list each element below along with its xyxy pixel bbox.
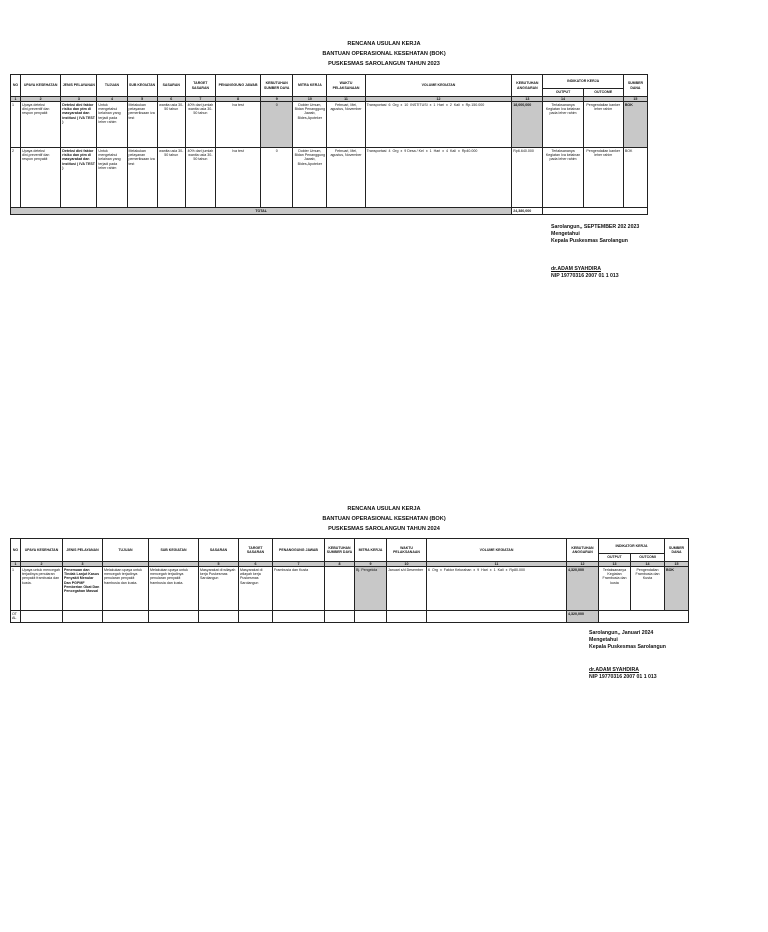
vol-item: 4 bbox=[446, 148, 449, 153]
doc2-colnum: 13 bbox=[599, 562, 631, 567]
doc2-colnum: 1 bbox=[11, 562, 21, 567]
table-row bbox=[11, 567, 689, 611]
vol-item: 6 bbox=[428, 567, 430, 572]
vol-item: Org bbox=[392, 102, 399, 107]
row-waktu: Januari s/d Desember bbox=[387, 567, 427, 611]
row-upaya: Upaya deteksi dini,preventif dan respon penyakit bbox=[21, 148, 61, 208]
doc2-header-tujuan: TUJUAN bbox=[103, 539, 149, 562]
vol-item: 1 bbox=[429, 148, 432, 153]
doc2-header-anggaran: KEBUTUHAN ANGGARAN bbox=[567, 539, 599, 562]
doc1-total-empty bbox=[543, 208, 648, 214]
doc2-place-date: Sarolangun,, Januari 2024 bbox=[589, 630, 654, 636]
row-no: 1 bbox=[11, 567, 21, 611]
doc2-signer-name: dr.ADAM SYAHDIRA bbox=[589, 667, 639, 673]
vol-item: Rp.150.000 bbox=[465, 102, 485, 107]
doc2-total-empty bbox=[599, 611, 689, 623]
row-outcome: Pengendalian kanker leher rahim bbox=[583, 102, 623, 148]
doc1-mengetahui: Mengetahui bbox=[551, 231, 580, 237]
row-tujuan: Untuk mengetahui kelainan yang terjadi pada leher rahim bbox=[97, 148, 127, 208]
doc2-header-waktu: WAKTU PELAKSANAAN bbox=[387, 539, 427, 562]
doc2-header-volume: VOLUME KEGIATAN bbox=[427, 539, 567, 562]
row-volume bbox=[365, 148, 512, 208]
row-output: Terlaksananya Kegiatan Iva kelainan pada leher rahim bbox=[543, 148, 583, 208]
doc1-colnum: 8 bbox=[215, 97, 260, 102]
doc1-header-tujuan: TUJUAN bbox=[97, 75, 127, 97]
doc2-header-indikator: INDIKATOR KERJA bbox=[599, 539, 665, 554]
row-no: 2 bbox=[11, 148, 21, 208]
doc2-header-sasaran: SASARAN bbox=[199, 539, 239, 562]
row-outcome: Pengendalian kanker leher rahim bbox=[583, 148, 623, 208]
doc1-colnum: 11 bbox=[327, 97, 365, 102]
vol-item: x bbox=[505, 567, 508, 572]
doc1-signer-nip: NIP 19770316 2007 01 1 013 bbox=[551, 273, 619, 279]
doc2-total-empty bbox=[273, 611, 325, 623]
row-target: 40% dari jumlah wanita usia 30-50 tahun bbox=[185, 148, 215, 208]
row-outcome: Pengendalian Frambusia dan Kusta bbox=[631, 567, 665, 611]
doc1-place-date: Sarolangun,, SEPTEMBER 202 2023 bbox=[551, 224, 640, 230]
doc2-total-empty bbox=[355, 611, 387, 623]
doc1-colnum: 10 bbox=[293, 97, 327, 102]
doc2-colnum: 3 bbox=[63, 562, 103, 567]
row-mitra: Bj. Pengelola bbox=[355, 567, 387, 611]
doc1-header-output: OUTPUT bbox=[543, 89, 583, 97]
doc2-header-sub: SUB KEGIATAN bbox=[149, 539, 199, 562]
row-pj: Iva test bbox=[215, 102, 260, 148]
doc2-kepala: Kepala Puskesmas Sarolangun bbox=[589, 644, 666, 650]
row-kebutuhan: 0 bbox=[261, 102, 293, 148]
row-sumber: BOK bbox=[623, 148, 647, 208]
row-target: 40% dari jumlah wanita usia 30-50 tahun bbox=[185, 102, 215, 148]
row-sumber: BOK bbox=[665, 567, 689, 611]
table-row bbox=[11, 102, 648, 148]
vol-item: Hari bbox=[481, 567, 488, 572]
row-upaya: Upaya untuk mencegah terjadinya penularan penyakit frambusia dan kusta. bbox=[21, 567, 63, 611]
vol-item: x bbox=[400, 148, 403, 153]
doc2-title-line2: BANTUAN OPERASIONAL KESEHATAN (BOK) bbox=[322, 516, 446, 522]
doc2-colnum: 8 bbox=[325, 562, 355, 567]
doc1-kepala: Kepala Puskesmas Sarolangun bbox=[551, 238, 628, 244]
doc2-colnum: 12 bbox=[567, 562, 599, 567]
vol-item: Kali bbox=[497, 567, 504, 572]
row-sub: Melakukan pelayanan pemeriksaan iva test bbox=[127, 102, 157, 148]
row-sasaran: wanita usia 30-50 tahun bbox=[157, 102, 185, 148]
doc2-colnum: 9 bbox=[355, 562, 387, 567]
vol-item: Faktor Kelurahan bbox=[443, 567, 472, 572]
doc1-header-kebutuhan: KEBUTUHAN SUMBER DAYA bbox=[261, 75, 293, 97]
doc2-signature-block bbox=[589, 630, 666, 681]
doc1-title-line2: BANTUAN OPERASIONAL KESEHATAN (BOK) bbox=[322, 51, 446, 57]
doc2-colnum: 7 bbox=[273, 562, 325, 567]
row-sasaran: wanita usia 30-50 tahun bbox=[157, 148, 185, 208]
vol-item: x bbox=[400, 102, 403, 107]
table-row bbox=[11, 148, 648, 208]
doc2-header-target: TARGET SASARAN bbox=[239, 539, 273, 562]
doc2-total-empty bbox=[325, 611, 355, 623]
vol-item: x bbox=[489, 567, 492, 572]
doc2-colnum: 11 bbox=[427, 562, 567, 567]
doc2-colnum: 6 bbox=[239, 562, 273, 567]
doc1-colnum: 6 bbox=[157, 97, 185, 102]
vol-item: Transportasi bbox=[366, 148, 387, 153]
vol-item: 10 bbox=[404, 102, 409, 107]
row-mitra: Dokter Umum, Bidan Penanggung Jawab, Bides,Apoteker bbox=[293, 102, 327, 148]
vol-item: x bbox=[458, 148, 460, 153]
doc2-total-empty bbox=[427, 611, 567, 623]
vol-item: Hari bbox=[437, 102, 445, 107]
doc2-signer-nip: NIP 19770316 2007 01 1 013 bbox=[589, 674, 657, 680]
doc2-colnum: 10 bbox=[387, 562, 427, 567]
doc2-colnum: 5 bbox=[199, 562, 239, 567]
vol-item: INSTITUSI bbox=[410, 102, 428, 107]
vol-item: 9 Desa / Kel bbox=[404, 148, 424, 153]
doc1-header-pj: PENANGGUNG JAWAB bbox=[215, 75, 260, 97]
vol-item: Kali bbox=[450, 148, 457, 153]
doc2-title-line1: RENCANA USULAN KERJA bbox=[347, 506, 421, 512]
doc1-header-upaya: UPAYA KESEHATAN bbox=[21, 75, 61, 97]
doc2-total-label: OTAL bbox=[11, 611, 21, 623]
doc2-title-line3: PUSKESMAS SAROLANGUN TAHUN 2024 bbox=[328, 526, 440, 532]
doc2-table bbox=[10, 538, 689, 623]
doc1-colnum: 2 bbox=[21, 97, 61, 102]
row-anggaran: Rp6.640.000 bbox=[512, 148, 543, 208]
doc2-total-value: 4,320,000 bbox=[567, 611, 599, 623]
doc1-table bbox=[10, 74, 648, 215]
doc2-header-no: NO bbox=[11, 539, 21, 562]
doc2-colnum: 15 bbox=[665, 562, 689, 567]
row-upaya: Upaya deteksi dini,preventif dan respon penyakit bbox=[21, 102, 61, 148]
doc2-header-mitra: MITRA KERJA bbox=[355, 539, 387, 562]
row-anggaran: 4,320,000 bbox=[567, 567, 599, 611]
doc2-header-sumber: SUMBER DANA bbox=[665, 539, 689, 562]
vol-item: 1 bbox=[433, 102, 436, 107]
row-volume bbox=[365, 102, 512, 148]
doc1-header-waktu: WAKTU PELAKSANAAN bbox=[327, 75, 365, 97]
doc1-colnum: 4 bbox=[97, 97, 127, 102]
doc2-total-empty bbox=[239, 611, 273, 623]
doc1-signer-name: dr.ADAM SYAHDIRA bbox=[551, 266, 601, 272]
doc2-total-empty bbox=[21, 611, 63, 623]
vol-item: x bbox=[461, 102, 464, 107]
row-anggaran: 18,000,000 bbox=[512, 102, 543, 148]
vol-item: x bbox=[429, 102, 432, 107]
doc1-title-line1: RENCANA USULAN KERJA bbox=[347, 41, 421, 47]
doc1-header-sub: SUB KEGIATAN bbox=[127, 75, 157, 97]
row-jenis: Penemuan dan Tindak Lanjut Kasus Penyakit Menular Dan PGPMF Pemberian Obat Dan Pencegahan Massal bbox=[63, 567, 103, 611]
doc2-total-empty bbox=[149, 611, 199, 623]
vol-item: Kali bbox=[453, 102, 460, 107]
row-sumber: BOK bbox=[623, 102, 647, 148]
doc1-header-sasaran: SASARAN bbox=[157, 75, 185, 97]
vol-item: x bbox=[440, 567, 442, 572]
row-waktu: Februari, Mei, agustus, November bbox=[327, 102, 365, 148]
vol-item: Transportasi bbox=[366, 102, 387, 107]
row-kebutuhan: 0 bbox=[261, 148, 293, 208]
doc1-total-value: 24,380,000 bbox=[512, 208, 543, 214]
row-jenis: Deteksi dini faktor risiko dan ptm di masyarakat dan institusi ( IVA TEST ) bbox=[61, 102, 97, 148]
doc1-header-target: TARGET SASARAN bbox=[185, 75, 215, 97]
doc1-colnum: 15 bbox=[623, 97, 647, 102]
vol-item: Rp80.000 bbox=[509, 567, 525, 572]
doc1-header-outcome: OUTCOME bbox=[583, 89, 623, 97]
doc1-signature-block bbox=[551, 224, 639, 280]
doc2-header-upaya: UPAYA KESEHATAN bbox=[21, 539, 63, 562]
doc2-total-empty bbox=[387, 611, 427, 623]
doc2-header-jenis: JENIS PELAYANAN bbox=[63, 539, 103, 562]
vol-item: x bbox=[473, 567, 476, 572]
row-tujuan: Untuk mengetahui kelainan yang terjadi pada leher rahim bbox=[97, 102, 127, 148]
row-pj: Iva test bbox=[215, 148, 260, 208]
row-sasaran: Masyarakat di wilayah kerja Puskesmas Sarolangun bbox=[199, 567, 239, 611]
doc1-colnum: 7 bbox=[185, 97, 215, 102]
doc2-colnum: 2 bbox=[21, 562, 63, 567]
doc1-colnum: 13 bbox=[512, 97, 543, 102]
row-target: Masyarakat di wilayah kerja Puskesmas Sarolangun bbox=[239, 567, 273, 611]
doc1-colnum: 1 bbox=[11, 97, 21, 102]
vol-item: Org bbox=[392, 148, 399, 153]
doc1-colnum: 12 bbox=[365, 97, 512, 102]
vol-item: x bbox=[442, 148, 445, 153]
doc2-colnum: 14 bbox=[631, 562, 665, 567]
vol-item: x bbox=[446, 102, 448, 107]
doc2-header-pj: PENANGGUNG JAWAB bbox=[273, 539, 325, 562]
row-output: Terlaksananya Kegiatan Iva kelainan pada leher rahim bbox=[543, 102, 583, 148]
doc1-header-mitra: MITRA KERJA bbox=[293, 75, 327, 97]
row-output: Terlaksananya Kegiatan Frambusia dan kusta bbox=[599, 567, 631, 611]
doc2-mengetahui: Mengetahui bbox=[589, 637, 618, 643]
doc1-colnum: 14 bbox=[543, 97, 583, 102]
row-jenis: Deteksi dini faktor risiko dan ptm di masyarakat dan institusi ( IVA TEST ) bbox=[61, 148, 97, 208]
doc2-total-empty bbox=[199, 611, 239, 623]
doc1-header-anggaran: KEBUTUHAN ANGGARAN bbox=[512, 75, 543, 97]
doc1-total-label: TOTAL bbox=[11, 208, 512, 214]
doc1-colnum: 3 bbox=[61, 97, 97, 102]
doc2-total-empty bbox=[63, 611, 103, 623]
vol-item: 1 bbox=[493, 567, 496, 572]
doc1-header-sumber: SUMBER DANA bbox=[623, 75, 647, 97]
doc1-header-indikator: INDIKATOR KERJA bbox=[543, 75, 623, 89]
vol-item: Hari bbox=[433, 148, 441, 153]
doc2-total-empty bbox=[103, 611, 149, 623]
row-mitra: Dokter Umum, Bidan Penanggung Jawab, Bides,Apoteker bbox=[293, 148, 327, 208]
doc1-header-volume: VOLUME KEGIATAN bbox=[365, 75, 512, 97]
row-sub: Melakukan upaya untuk mencegah terjadinya penularan penyakit frambusia dan kusta. bbox=[149, 567, 199, 611]
doc1-colnum: 9 bbox=[261, 97, 293, 102]
vol-item: 2 bbox=[449, 102, 452, 107]
row-no: 1 bbox=[11, 102, 21, 148]
row-sub: Melakukan pelayanan pemeriksaan iva test bbox=[127, 148, 157, 208]
row-waktu: Februari, Mei, agustus, November bbox=[327, 148, 365, 208]
doc1-header-jenis: JENIS PELAYANAN bbox=[61, 75, 97, 97]
doc2-header-output: OUTPUT bbox=[599, 554, 631, 562]
row-volume bbox=[427, 567, 567, 611]
vol-item: 9 bbox=[477, 567, 480, 572]
doc1-header-no: NO bbox=[11, 75, 21, 97]
doc2-header-outcome: OUTCOMI bbox=[631, 554, 665, 562]
doc2-header-kebutuhan: KEBUTUHAN SUMBER DAYA bbox=[325, 539, 355, 562]
row-tujuan: Melakukan upaya untuk mencegah terjadinya penularan penyakit frambusia dan kusta. bbox=[103, 567, 149, 611]
vol-item: Rp40.000 bbox=[461, 148, 478, 153]
vol-item: x bbox=[425, 148, 428, 153]
row-kebutuhan bbox=[325, 567, 355, 611]
doc1-colnum: 5 bbox=[127, 97, 157, 102]
row-pj: Frambusia dan Kusta bbox=[273, 567, 325, 611]
doc1-title-line3: PUSKESMAS SAROLANGUN TAHUN 2023 bbox=[328, 61, 440, 67]
vol-item: 6 bbox=[388, 102, 391, 107]
vol-item: Org bbox=[432, 567, 438, 572]
vol-item: 4 bbox=[388, 148, 391, 153]
